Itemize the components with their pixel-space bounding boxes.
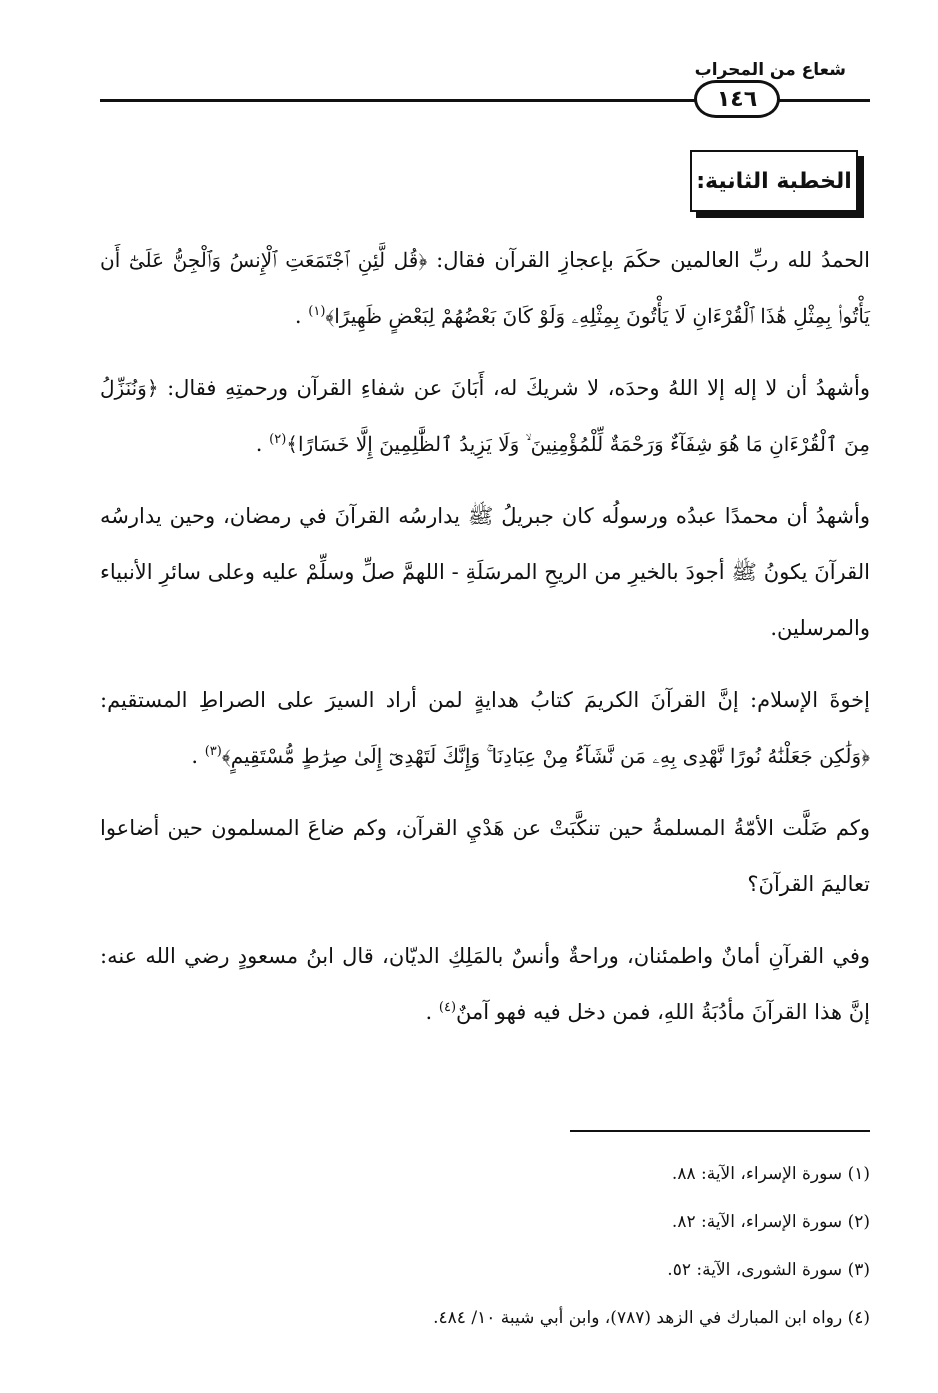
paragraph-text: وفي القرآنِ أمانٌ واطمئنان، وراحةٌ وأنسٌ بالمَلِكِ الديّان، قال ابنُ مسعودٍ رضي الله عنه: إنَّ هذا القرآنَ مأدُبَةُ اللهِ، فمن دخل فيه فهو آمنٌ — [100, 944, 870, 1024]
footnote: (١) سورة الإسراء، الآية: ٨٨. — [671, 1164, 870, 1184]
section-title: الخطبة الثانية: — [690, 150, 858, 212]
footnote-ref[interactable]: (٣) — [204, 744, 222, 759]
running-title: شعاع من المحراب — [694, 60, 846, 80]
paragraph — [100, 928, 870, 1040]
header-rule — [100, 99, 695, 102]
paragraph-text: وأشهدُ أن لا إله إلا اللهُ وحدَه، لا شريكَ له، أَبَانَ عن شفاءِ القرآن ورحمتِهِ فقال: — [158, 376, 870, 400]
paragraph — [100, 672, 870, 784]
footnote-ref[interactable]: (٤) — [438, 1000, 457, 1015]
footnote-ref[interactable]: (٢) — [269, 432, 287, 447]
paragraph-end: . — [255, 432, 270, 456]
paragraph-text: وأشهدُ أن محمدًا عبدُه ورسولُه كان جبريلُ ﷺ يدارسُه القرآنَ في رمضان، وحين يدارسُه القرآنَ يكونُ ﷺ أجودَ بالخيرِ من الريحِ المرسَلَةِ - اللهمَّ صلِّ وسلِّمْ عليه وعلى سائرِ الأنبياء والمرسلين. — [100, 504, 870, 640]
paragraph — [100, 360, 870, 472]
paragraph-text: الحمدُ لله ربِّ العالمين حكَمَ بإعجازِ القرآن فقال: — [427, 248, 871, 272]
paragraph-end: . — [191, 744, 205, 768]
footnote: (٤) رواه ابن المبارك في الزهد (٧٨٧)، وابن أبي شيبة ١٠/ ٤٨٤. — [433, 1308, 870, 1328]
paragraph-end: . — [294, 304, 309, 328]
paragraph-end: . — [425, 1000, 439, 1024]
quran-verse: ﴿وَنُنَزِّلُ مِنَ ٱلْقُرْءَانِ مَا هُوَ شِفَآءٌ وَرَحْمَةٌ لِّلْمُؤْمِنِينَ ۙ وَلَا يَزِيدُ ٱلظَّٰلِمِينَ إِلَّا خَسَارًا﴾ — [100, 376, 870, 456]
footnote: (٣) سورة الشورى، الآية: ٥٢. — [667, 1260, 870, 1280]
paragraph — [100, 488, 870, 656]
paragraph — [100, 800, 870, 912]
footnote-rule — [570, 1130, 870, 1132]
paragraph — [100, 232, 870, 344]
main-text — [100, 232, 870, 1056]
footnotes — [100, 1150, 870, 1342]
page-number: ١٤٦ — [694, 80, 780, 118]
footnote: (٢) سورة الإسراء، الآية: ٨٢. — [671, 1212, 870, 1232]
paragraph-text: وكم ضَلَّت الأمّةُ المسلمةُ حين تنكَّبَتْ عن هَدْيِ القرآن، وكم ضاعَ المسلمون حين أضاعوا تعاليمَ القرآنَ؟ — [100, 816, 870, 896]
footnote-ref[interactable]: (١) — [308, 304, 326, 319]
quran-verse: ﴿قُل لَّئِنِ ٱجْتَمَعَتِ ٱلْإِنسُ وَٱلْجِنُّ عَلَىٰٓ أَن يَأْتُوا۟ بِمِثْلِ هَٰذَا ٱلْقُرْءَانِ لَا يَأْتُونَ بِمِثْلِهِۦ وَلَوْ كَانَ بَعْضُهُمْ لِبَعْضٍ ظَهِيرًا﴾ — [100, 248, 870, 328]
header-rule — [778, 99, 870, 102]
quran-verse: ﴿وَلَٰكِن جَعَلْنَٰهُ نُورًا نَّهْدِى بِهِۦ مَن نَّشَآءُ مِنْ عِبَادِنَا ۚ وَإِنَّكَ لَتَهْدِىٓ إِلَىٰ صِرَٰطٍ مُّسْتَقِيمٍ﴾ — [221, 744, 870, 768]
paragraph-text: إخوةَ الإسلام: إنَّ القرآنَ الكريمَ كتابُ هدايةٍ لمن أراد السيرَ على الصراطِ المستقيم: — [100, 688, 870, 712]
